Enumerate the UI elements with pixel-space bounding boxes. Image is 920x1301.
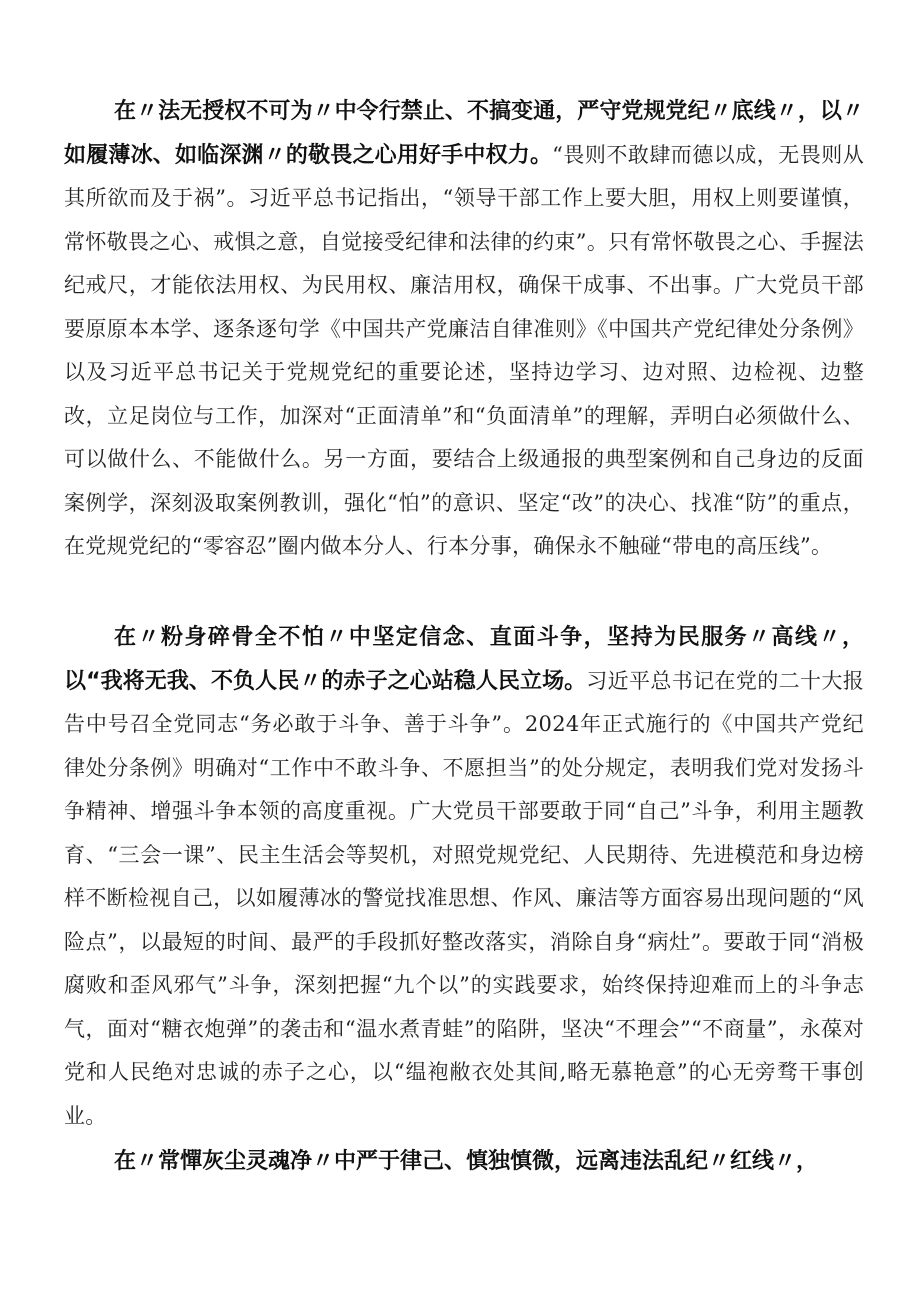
paragraph-high-line — [64, 616, 864, 1138]
paragraph-body: 习近平总书记在党的二十大报告中号召全党同志“务必敢于斗争、善于斗争”。2024年正式施行的《中国共产党纪律处分条例》明确对“工作中不敢斗争、不愿担当”的处分规定，表明我们党对发扬斗争精神、增强斗争本领的高度重视。广大党员干部要敢于同“自己”斗争，利用主题教育、“三会一课”、民主生活会等契机，对照党规党纪、人民期待、先进模范和身边榜样不断检视自己，以如履薄冰的警觉找准思想、作风、廉洁等方面容易出现问题的“风险点”，以最短的时间、最严的手段抓好整改落实，消除自身“病灶”。要敢于同“消极腐败和歪风邪气”斗争，深刻把握“九个以”的实践要求，始终保持迎难而上的斗争志气，面对“糖衣炮弹”的袭击和“温水煮青蛙”的陷阱，坚决“不理会”“不商量”，永葆对党和人民绝对忠诚的赤子之心，以“缊袍敝衣处其间,略无慕艳意”的心无旁骛干事创业。 — [64, 668, 864, 1128]
paragraph-bottom-line — [64, 90, 864, 569]
paragraph-body: “畏则不敢肆而德以成，无畏则从其所欲而及于祸”。习近平总书记指出，“领导干部工作上要大胆，用权上则要谨慎，常怀敬畏之心、戒惧之意，自觉接受纪律和法律的约束”。只有常怀敬畏之心、手握法纪戒尺，才能依法用权、为民用权、廉洁用权，确保干成事、不出事。广大党员干部要原原本本学、逐条逐句学《中国共产党廉洁自律准则》《中国共产党纪律处分条例》以及习近平总书记关于党规党纪的重要论述，坚持边学习、边对照、边检视、边整改，立足岗位与工作，加深对“正面清单”和“负面清单”的理解，弄明白必须做什么、可以做什么、不能做什么。另一方面，要结合上级通报的典型案例和自己身边的反面案例学，深刻汲取案例教训，强化“怕”的意识、坚定“改”的决心、找准“防”的重点，在党规党纪的“零容忍”圈内做本分人、行本分事，确保永不触碰“带电的高压线”。 — [64, 142, 864, 558]
paragraph-red-line — [64, 1140, 864, 1184]
paragraph-lead: 在〃粉身碎骨全不怕〃中坚定信念、直面斗争，坚持为民服务〃高线〃，以“我将无我、不负人民〃的赤子之心站稳人民立场。 — [64, 625, 864, 694]
paragraph-lead: 在〃法无授权不可为〃中令行禁止、不搞变通，严守党规党纪〃底线〃，以〃如履薄冰、如临深渊〃的敬畏之心用好手中权力。 — [64, 99, 864, 168]
paragraph-lead: 在〃常憚灰尘灵魂净〃中严于律己、慎独慎微，远离违法乱纪〃红线〃， — [114, 1149, 819, 1174]
